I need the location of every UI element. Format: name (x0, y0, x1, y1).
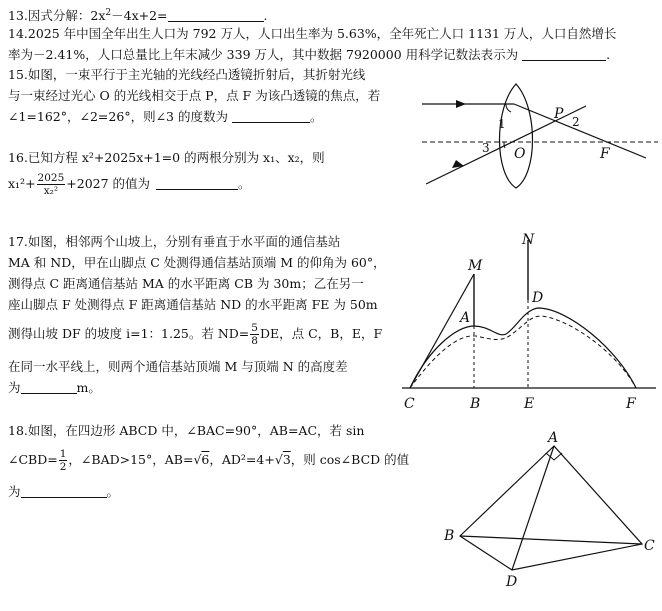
question-17-line2: MA 和 ND，甲在山脚点 C 处测得通信基站顶端 M 的仰角为 60°， (8, 255, 386, 270)
label-C: C (404, 396, 415, 412)
q16-answer-blank[interactable] (156, 176, 238, 190)
label-D: D (506, 574, 518, 590)
q18-sqrt1: 6 (201, 452, 210, 467)
diagonal-AD (512, 446, 554, 570)
figure-18-quadrilateral (440, 426, 660, 598)
label-D: D (532, 290, 544, 306)
label-A: A (548, 430, 559, 446)
q16-frac-den: x₂² (43, 185, 59, 197)
label-C: C (644, 538, 655, 554)
question-18-line3: 为 。 (8, 484, 120, 499)
label-N: N (522, 232, 535, 248)
q17-line5a: 测得山坡 DF 的坡度 i=1：1.25。若 ND= (8, 326, 250, 341)
q18-l2b: ，∠BAD>15°，AB= (68, 452, 194, 467)
label-3: 3 (482, 141, 490, 155)
q17-frac-num: 5 (251, 322, 258, 334)
quad-outline (460, 446, 642, 570)
ray-arrow-top (456, 100, 466, 108)
q16-frac-num: 2025 (37, 172, 65, 184)
q17-fraction (250, 322, 259, 347)
figure-17-hills (398, 230, 660, 414)
question-16-line1: 16.已知方程 x²+2025x+1=0 的两根分别为 x₁、x₂，则 (8, 150, 325, 165)
label-E: E (524, 396, 535, 412)
label-B: B (470, 396, 481, 412)
right-angle-mark (546, 453, 562, 460)
q18-sqrt2: 3 (282, 452, 291, 467)
question-14-line2: 率为－2.41%，人口总量比上年末减少 339 万人，其中数据 7920000 用科学记数法表示为 . (8, 47, 611, 62)
question-18-line2: ∠CBD= $\frac{1}{2}$ ，∠BAD>15°，AB=√6，AD²=4+√3，则 cos∠BCD 的值 (8, 448, 410, 473)
q18-frac-num: 1 (59, 448, 67, 460)
label-B: B (444, 528, 455, 544)
q13-answer-blank[interactable] (168, 8, 264, 22)
question-17-line7 (8, 380, 101, 396)
figure-15-lens (420, 78, 660, 190)
question-17-line6: 在同一水平线上，则两个通信基站顶端 M 与顶端 N 的高度差 (8, 359, 348, 374)
q18-line3-text: 为 (8, 484, 21, 499)
diagonal-BC (460, 536, 642, 544)
q17-line7b: m。 (76, 380, 101, 395)
q13-exponent: 2 (105, 8, 112, 18)
label-A: A (460, 310, 471, 326)
q18-l2c: ，AD²=4+ (209, 452, 275, 467)
question-13: 13.因式分解：$2x^2-4x+2=$ . (8, 8, 268, 24)
q16-fraction (37, 172, 66, 197)
question-15-line2: 与一束经过光心 O 的光线相交于点 P，点 F 为该凸透镜的焦点，若 (8, 88, 381, 103)
q14-answer-blank[interactable] (522, 47, 606, 61)
lens-outline (500, 84, 533, 188)
q18-answer-blank[interactable] (21, 484, 107, 498)
label-2: 2 (572, 115, 580, 129)
label-F: F (626, 396, 636, 412)
question-18-line1: 18.如图，在四边形 ABCD 中，∠BAC=90°，AB=AC，若 sin (8, 423, 365, 438)
q15-answer-blank[interactable] (232, 109, 310, 123)
question-17-line4: 座山脚点 F 处测得点 F 距离通信基站 ND 的水平距离 FE 为 50m (8, 297, 378, 312)
q15-line3-text: ∠1=162°，∠2=26°，则∠3 的度数为 (8, 109, 228, 124)
question-15-line3: ∠1=162°，∠2=26°，则∠3 的度数为 。 (8, 109, 323, 124)
q17-answer-blank[interactable] (21, 380, 77, 394)
hill-outline (410, 308, 636, 388)
label-1: 1 (498, 117, 506, 131)
question-14-line1: 14.2025 年中国全年出生人口为 792 万人，人口出生率为 5.63%，全年死亡人口 1131 万人，人口自然增长 (8, 26, 617, 41)
q17-line7a: 为 (8, 380, 21, 395)
label-O: O (514, 146, 526, 162)
sight-line-CM (410, 274, 474, 388)
q18-l2a: ∠CBD= (8, 452, 58, 467)
question-17-line1: 17.如图，相邻两个山坡上，分别有垂直于水平面的通信基站 (8, 234, 341, 249)
q16-lead: x₁²+ (8, 176, 36, 191)
question-17-line5 (8, 320, 382, 348)
label-M: M (468, 258, 483, 274)
q17-frac-den: 8 (251, 335, 258, 347)
question-16-line2: x₁²+ $\frac{2025}{\text{x₂²}}$ +2027 的值为 。 (8, 172, 251, 197)
angle1-arc (506, 104, 511, 112)
q13-suffix: －4x+2= (111, 8, 168, 24)
q18-l2d: ，则 cos∠BCD 的值 (290, 452, 410, 467)
q18-frac-den: 2 (59, 461, 67, 473)
question-17-line3: 测得点 C 距离通信基站 MA 的水平距离 CB 为 30m；乙在另一 (8, 276, 364, 291)
question-15-line1: 15.如图，一束平行于主光轴的光线经凸透镜折射后，其折射光线 (8, 67, 366, 82)
q17-line5b: DE，点 C，B，E，F (259, 326, 383, 341)
q13-prefix: 13.因式分解：2x (8, 8, 106, 24)
q16-tail: +2027 的值为 (66, 176, 151, 191)
label-P: P (554, 106, 564, 122)
q14-line2-text: 率为－2.41%，人口总量比上年末减少 339 万人，其中数据 7920000 用科学记数法表示为 (8, 47, 519, 62)
q18-fraction (59, 448, 68, 473)
label-F: F (600, 146, 610, 162)
